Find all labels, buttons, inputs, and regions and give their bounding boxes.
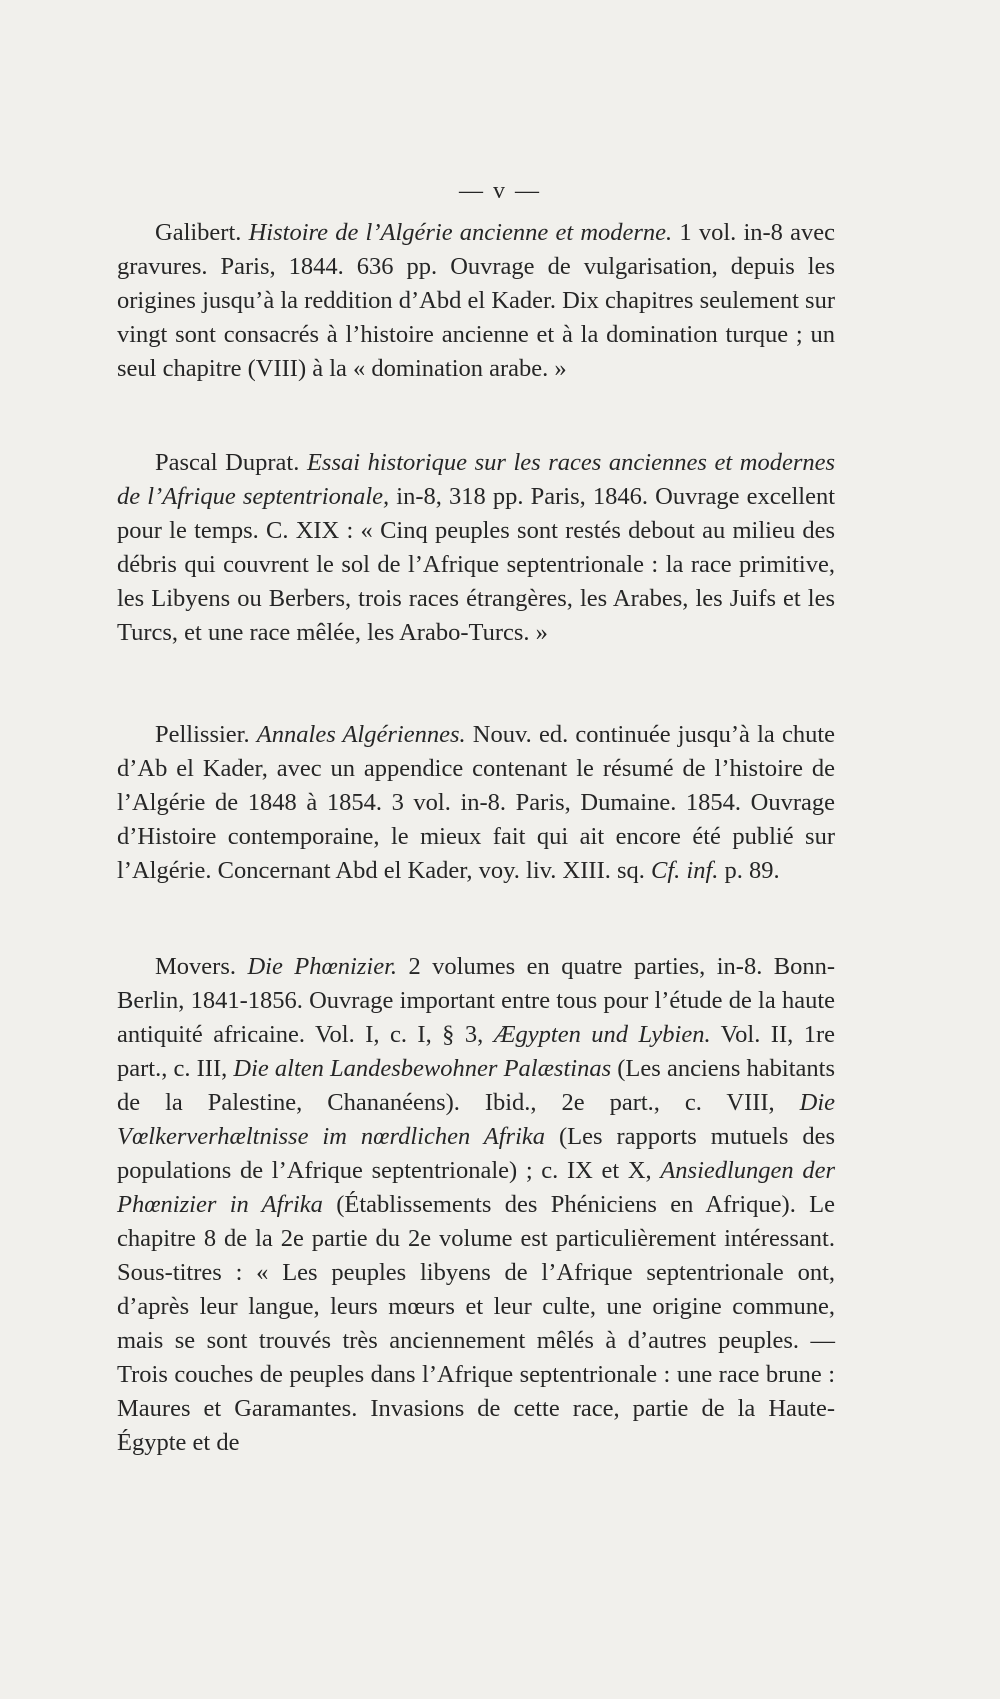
entry-title: Die Phœnizier.	[247, 953, 398, 980]
entry-text: in-8, 318 pp. Paris, 1846. Ouvrage excellent pour le temps. C. XIX : « Cinq peuples sont restés debout au milieu des débris qui couvrent le sol de l’Afrique septentrionale : la race primitive, les Libyens ou Berbers, trois races étrangères, les Arabes, les Juifs et les Turcs, et une race mêlée, les Arabo-Turcs. »	[117, 483, 836, 646]
entry-text: 2 volumes en quatre parties, in-8. Bonn-Berlin, 1841-1856. Ouvrage important entre tous pour l’étude de la haute antiquité africaine. Vol. I, c. I, § 3,	[117, 953, 836, 1048]
bibliography-entry-galibert	[117, 216, 835, 386]
entry-text: Vol. II, 1re part., c. III,	[117, 1021, 835, 1082]
entry-paragraph	[117, 950, 835, 1460]
entry-author: Movers.	[155, 953, 236, 980]
entry-subtitle: Die alten Landesbewohner Palæstinas	[233, 1055, 612, 1082]
entry-text: p. 89.	[724, 857, 780, 884]
entry-text: 1 vol. in-8 avec gravures. Paris, 1844. 636 pp. Ouvrage de vulgarisation, depuis les origines jusqu’à la reddition d’Abd el Kader. Dix chapitres seulement sur vingt sont consacrés à l’histoire ancienne et à la domination turque ; un seul chapitre (VIII) à la « domination arabe. »	[117, 219, 835, 382]
entry-paragraph	[117, 216, 835, 386]
entry-subtitle: Ægypten und Lybien.	[493, 1021, 711, 1048]
bibliography-entry-duprat	[117, 446, 835, 650]
page-number: — v —	[459, 178, 541, 204]
entry-text: (Les anciens habitants de la Palestine, Chananéens). Ibid., 2e part., c. VIII,	[117, 1055, 835, 1116]
bibliography-entry-pellissier	[117, 718, 835, 888]
entry-subtitle: Die Vœlkerverhæltnisse im nœrdlichen Afrika	[117, 1089, 835, 1150]
entry-text: Nouv. ed. continuée jusqu’à la chute d’Ab el Kader, avec un appendice contenant le résumé de l’histoire de l’Algérie de 1848 à 1854. 3 vol. in-8. Paris, Dumaine. 1854. Ouvrage d’Histoire contemporaine, le mieux fait qui ait encore été publié sur l’Algérie. Concernant Abd el Kader, voy. liv. XIII. sq.	[117, 721, 836, 884]
entry-title: Histoire de l’Algérie ancienne et moderne.	[248, 219, 673, 246]
entry-title: Annales Algériennes.	[256, 721, 466, 748]
entry-author: Galibert.	[155, 219, 242, 246]
entry-paragraph	[117, 446, 835, 650]
entry-subtitle: Ansiedlungen der Phœnizier in Afrika	[117, 1157, 835, 1218]
entry-text: (Les rapports mutuels des populations de l’Afrique septentrionale) ; c. IX et X,	[117, 1123, 835, 1184]
entry-text: (Établissements des Phéniciens en Afrique). Le chapitre 8 de la 2e partie du 2e volume est particulièrement intéressant. Sous-titres : « Les peuples libyens de l’Afrique septentrionale ont, d’après leur langue, leurs mœurs et leur culte, une origine commune, mais se sont trouvés très anciennement mêlés à d’autres peuples. — Trois couches de peuples dans l’Afrique septentrionale : une race brune : Maures et Garamantes. Invasions de cette race, partie de la Haute-Égypte et de	[117, 1191, 835, 1456]
entry-paragraph	[117, 718, 835, 888]
entry-author: Pascal Duprat.	[155, 449, 300, 476]
entry-author: Pellissier.	[155, 721, 250, 748]
entry-title: Essai historique sur les races anciennes et modernes de l’Afrique septentrionale,	[117, 449, 836, 510]
entry-cross-reference: Cf. inf.	[651, 857, 719, 884]
bibliography-entry-movers	[117, 950, 835, 1460]
